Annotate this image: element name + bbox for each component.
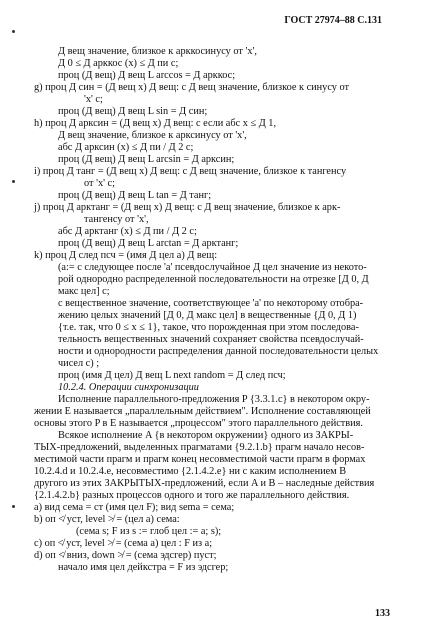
- text-line: Д вещ значение, близкое к арккосинусу от 'x',: [58, 46, 257, 57]
- text-line: 10.2.4.d и 10.2.4.e, несовместимо {2.1.4.2.e} ни с каким исполнением B: [34, 466, 347, 477]
- text-line: проц (имя Д цел) Д вещ L next random = Д след псч;: [58, 370, 286, 381]
- margin-dot: [12, 180, 15, 183]
- text-line: a) вид сема = ст (имя цел F); вид sema = сема;: [34, 502, 235, 513]
- text-line: проц (Д вещ) Д вещ L arccos = Д арккос;: [58, 70, 236, 81]
- text-line: 'x' с;: [84, 94, 103, 105]
- text-line: c) оп ≮ уст, level ≯ = (сема a) цел : F из a;: [34, 538, 213, 549]
- text-line: проц (Д вещ) Д вещ L arctan = Д арктанг;: [58, 238, 239, 249]
- text-line: жению целых значений [Д 0, Д макс цел] в вещественные {Д 0, Д 1): [58, 310, 357, 321]
- text-line: от 'x' с;: [84, 178, 115, 189]
- text-line: проц (Д вещ) Д вещ L sin = Д син;: [58, 106, 208, 117]
- text-line: d) оп ≮ вниз, down ≯ = (сема эдсгер) пуст;: [34, 550, 217, 561]
- margin-dot: [12, 30, 15, 33]
- text-line: рой однородно распределенной последовательности на отрезке [Д 0, Д: [58, 274, 369, 285]
- text-line: проц (Д вещ) Д вещ L arcsin = Д арксин;: [58, 154, 235, 165]
- text-line: Д вещ значение, близкое к арксинусу от 'x',: [58, 130, 247, 141]
- text-line: b) оп ≮ уст, level ≯ = (цел a) сема:: [34, 514, 180, 525]
- margin-dot: [12, 505, 15, 508]
- text-line: местимой части прагм и прагм конец несовместимой части прагм в формах: [34, 454, 366, 465]
- text-line: абс Д арктанг (x) ≤ Д пи / Д 2 с;: [58, 226, 197, 237]
- section-heading: 10.2.4. Операции синхронизации: [58, 382, 199, 393]
- text-line: тангенсу от 'x',: [84, 214, 149, 225]
- text-line: (a:= с следующее после 'a' псевдослучайное Д цел значение из некото-: [58, 262, 367, 273]
- text-line: (сема s; F из s := глоб цел := a; s);: [76, 526, 222, 537]
- text-line: g) проц Д син = (Д вещ x) Д вещ: с Д вещ значение, близкое к синусу от: [34, 82, 349, 93]
- text-line: {2.1.4.2.b} разных процессов одного и того же параллельного действия.: [34, 490, 350, 501]
- text-line: Исполнение параллельного-предложения P {3.3.1.c} в некотором окру-: [58, 394, 370, 405]
- text-line: чисел с) ;: [58, 358, 100, 369]
- text-line: ТЫХ-предложений, выделенных прагматами {9.2.1.b} прагм начало несов-: [34, 442, 365, 453]
- text-line: h) проц Д арксин = (Д вещ x) Д вещ: с если абс x ≤ Д 1,: [34, 118, 277, 129]
- text-line: i) проц Д танг = (Д вещ x) Д вещ: с Д вещ значение, близкое к тангенсу: [34, 166, 347, 177]
- running-header: ГОСТ 27974–88 С.131: [284, 15, 382, 26]
- text-line: проц (Д вещ) Д вещ L tan = Д танг;: [58, 190, 212, 201]
- text-line: начало имя цел дейкстра = F из эдсгер;: [58, 562, 229, 573]
- text-line: j) проц Д арктанг = (Д вещ x) Д вещ: с Д вещ значение, близкое к арк-: [34, 202, 341, 213]
- text-line: абс Д арксин (x) ≤ Д пи / Д 2 с;: [58, 142, 194, 153]
- text-line: другого из этих ЗАКРЫТЫХ-предложений, если A и B – наследные действия: [34, 478, 375, 489]
- text-line: тельность вещественных значений сохраняет свойства псевдослучай-: [58, 334, 364, 345]
- text-line: Д 0 ≤ Д арккос (x) ≤ Д пи с;: [58, 58, 179, 69]
- text-line: {т.е. так, что 0 ≤ x ≤ 1}, такое, что порожденная при этом последова-: [58, 322, 359, 333]
- text-line: ности и однородности распределения данной последовательности целых: [58, 346, 379, 357]
- text-line: Всякое исполнение A {в некотором окружении} одного из ЗАКРЫ-: [58, 430, 354, 441]
- text-line: макс цел] с;: [58, 286, 110, 297]
- text-line: жении E называется „параллельным действием". Исполнение составляющей: [34, 406, 371, 417]
- text-line: с вещественное значение, соответствующее 'a' по некоторому отобра-: [58, 298, 364, 309]
- text-line: k) проц Д след псч = (имя Д цел a) Д вещ:: [34, 250, 218, 261]
- text-line: основы этого P в E называется „процессом" этого параллельного действия.: [34, 418, 363, 429]
- page-number: 133: [375, 608, 390, 619]
